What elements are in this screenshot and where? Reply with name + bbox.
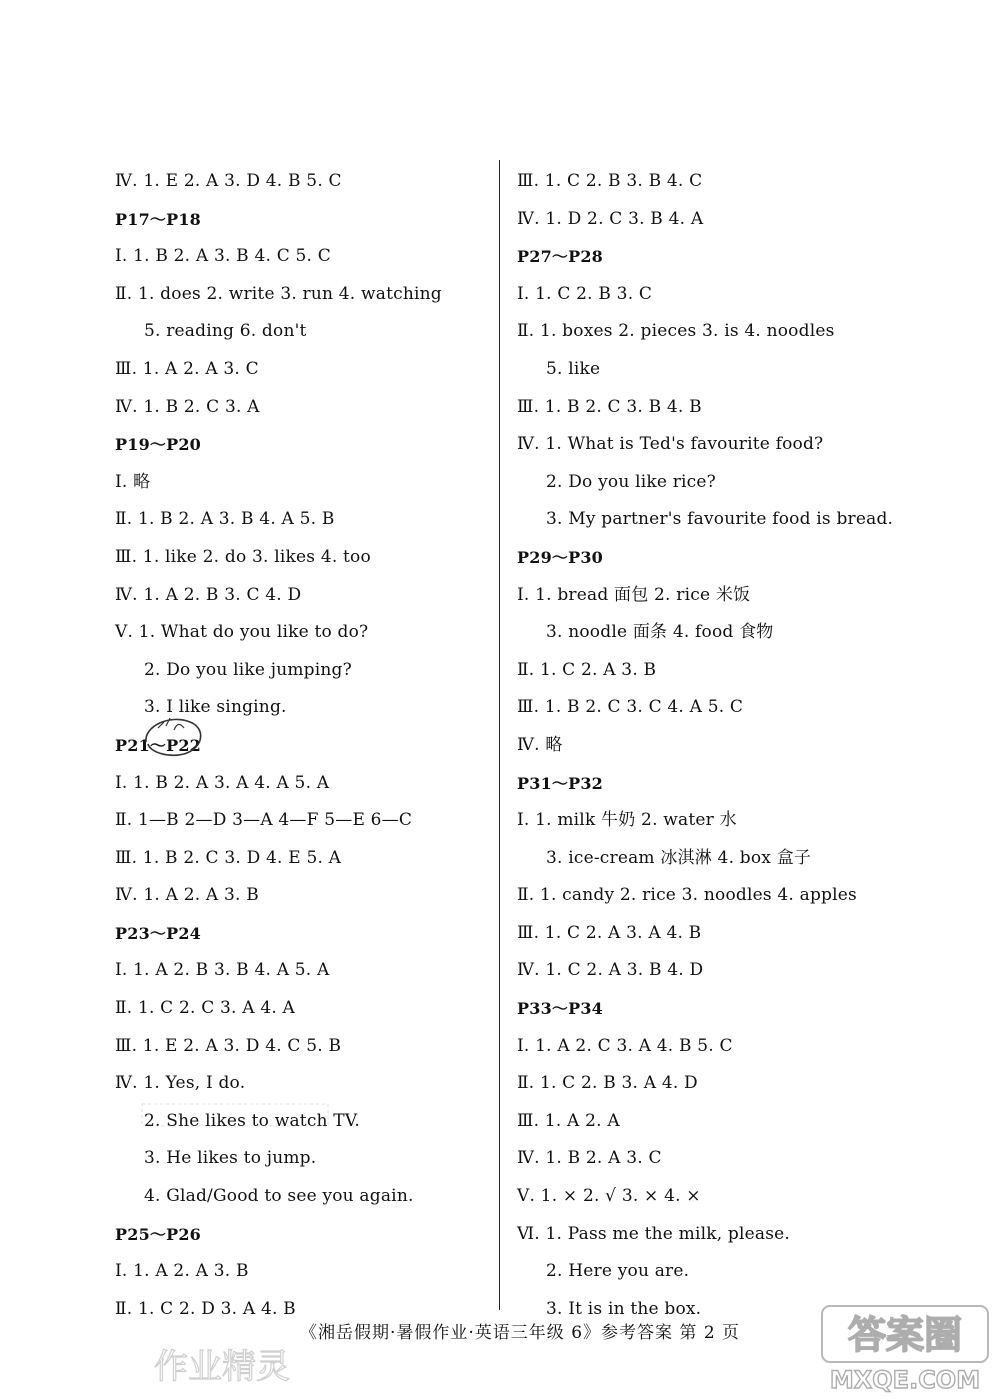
- section-heading: P27～P28: [517, 247, 603, 267]
- watermark-logo-url: MXQE.COM: [829, 1366, 981, 1394]
- section-heading: P23～P24: [115, 923, 201, 943]
- section-heading: P33～P34: [517, 999, 603, 1019]
- watermark-stamp: [150, 1338, 290, 1388]
- answer-line: Ⅳ. 1. E 2. A 3. D 4. B 5. C: [115, 171, 342, 191]
- answer-line: Ⅱ. 1. C 2. C 3. A 4. A: [115, 998, 296, 1019]
- answer-line: Ⅵ. 1. Pass me the milk, please.: [517, 1223, 791, 1244]
- answer-line: Ⅱ. 1—B 2—D 3—A 4—F 5—E 6—C: [115, 810, 413, 831]
- answer-line: Ⅲ. 1. A 2. A 3. C: [115, 358, 259, 379]
- answer-line: Ⅰ. 略: [115, 471, 151, 492]
- answer-line: 3. My partner's favourite food is bread.: [546, 509, 894, 530]
- answer-line: Ⅳ. 1. B 2. C 3. A: [115, 396, 260, 417]
- answer-line: Ⅰ. 1. A 2. A 3. B: [115, 1261, 249, 1282]
- answer-line: Ⅲ. 1. B 2. C 3. C 4. A 5. C: [517, 697, 744, 718]
- answer-line: Ⅰ. 1. B 2. A 3. A 4. A 5. A: [115, 772, 330, 793]
- answer-line: Ⅴ. 1. What do you like to do?: [115, 622, 369, 643]
- section-heading: P25～P26: [115, 1224, 201, 1244]
- answer-line: 3. He likes to jump.: [144, 1148, 317, 1169]
- answer-line: Ⅱ. 1. C 2. B 3. A 4. D: [517, 1073, 698, 1094]
- answer-line: Ⅰ. 1. B 2. A 3. B 4. C 5. C: [115, 246, 331, 267]
- answer-line: Ⅰ. 1. C 2. B 3. C: [517, 283, 653, 304]
- answer-line: Ⅲ. 1. B 2. C 3. D 4. E 5. A: [115, 847, 342, 868]
- answer-line: Ⅱ. 1. does 2. write 3. run 4. watching: [115, 283, 442, 304]
- answer-line: Ⅱ. 1. candy 2. rice 3. noodles 4. apples: [517, 885, 857, 906]
- answer-line: Ⅲ. 1. E 2. A 3. D 4. C 5. B: [115, 1035, 342, 1056]
- answer-line: 5. like: [546, 358, 601, 379]
- answer-line: Ⅰ. 1. A 2. C 3. A 4. B 5. C: [517, 1035, 733, 1056]
- answer-line: Ⅲ. 1. B 2. C 3. B 4. B: [517, 396, 702, 417]
- answer-line: Ⅱ. 1. B 2. A 3. B 4. A 5. B: [115, 509, 335, 530]
- answer-line: Ⅱ. 1. C 2. A 3. B: [517, 659, 657, 680]
- watermark-logo: [820, 1300, 990, 1395]
- right-column: [517, 163, 917, 1328]
- answer-line: 5. reading 6. don't: [144, 321, 307, 342]
- answer-line: 3. ice-cream 冰淇淋 4. box 盒子: [546, 847, 812, 868]
- answer-line: Ⅱ. 1. C 2. D 3. A 4. B: [115, 1298, 296, 1319]
- answer-line: 4. Glad/Good to see you again.: [144, 1186, 414, 1207]
- answer-line: 2. Do you like jumping?: [144, 659, 352, 680]
- answer-line: 2. She likes to watch TV.: [144, 1110, 360, 1131]
- column-divider: [499, 160, 500, 1310]
- answer-line: Ⅴ. 1. × 2. √ 3. × 4. ×: [517, 1186, 701, 1207]
- answer-line: Ⅳ. 1. C 2. A 3. B 4. D: [517, 960, 704, 981]
- answer-line: 3. I like singing.: [144, 697, 287, 718]
- section-heading: P31～P32: [517, 773, 603, 793]
- answer-line: Ⅳ. 1. A 2. B 3. C 4. D: [115, 584, 302, 605]
- answer-line: Ⅰ. 1. bread 面包 2. rice 米饭: [517, 584, 751, 605]
- answer-line: Ⅳ. 略: [517, 734, 563, 755]
- answer-line: Ⅳ. 1. A 2. A 3. B: [115, 885, 259, 906]
- pen-scribble: [140, 712, 210, 760]
- watermark-stamp-text: 作业精灵: [154, 1347, 290, 1387]
- answer-line: Ⅲ. 1. C 2. B 3. B 4. C: [517, 171, 703, 191]
- section-heading: P29～P30: [517, 547, 603, 567]
- answer-line: Ⅰ. 1. milk 牛奶 2. water 水: [517, 810, 737, 831]
- answer-line: Ⅲ. 1. A 2. A: [517, 1110, 620, 1131]
- section-heading: P21～P22: [115, 735, 201, 755]
- answer-line: Ⅲ. 1. C 2. A 3. A 4. B: [517, 922, 702, 943]
- section-heading: P19～P20: [115, 435, 201, 455]
- section-heading: P17～P18: [115, 209, 201, 229]
- answer-line: Ⅲ. 1. like 2. do 3. likes 4. too: [115, 546, 371, 567]
- watermark-mark: [140, 1100, 330, 1130]
- answer-line: Ⅳ. 1. D 2. C 3. B 4. A: [517, 208, 704, 229]
- answer-line: Ⅱ. 1. boxes 2. pieces 3. is 4. noodles: [517, 321, 835, 342]
- answer-line: Ⅳ. 1. B 2. A 3. C: [517, 1148, 662, 1169]
- answer-line: Ⅰ. 1. A 2. B 3. B 4. A 5. A: [115, 960, 330, 981]
- answer-line: 3. It is in the box.: [546, 1298, 702, 1319]
- answer-line: Ⅳ. 1. Yes, I do.: [115, 1073, 246, 1094]
- watermark-logo-title: 答案圈: [847, 1313, 963, 1357]
- answer-line: 2. Here you are.: [546, 1261, 690, 1282]
- answer-line: 2. Do you like rice?: [546, 471, 716, 492]
- answer-line: Ⅳ. 1. What is Ted's favourite food?: [517, 434, 824, 455]
- answer-line: 3. noodle 面条 4. food 食物: [546, 622, 774, 643]
- page-footer: 《湘岳假期·暑假作业·英语三年级 6》参考答案 第 2 页: [300, 1323, 741, 1343]
